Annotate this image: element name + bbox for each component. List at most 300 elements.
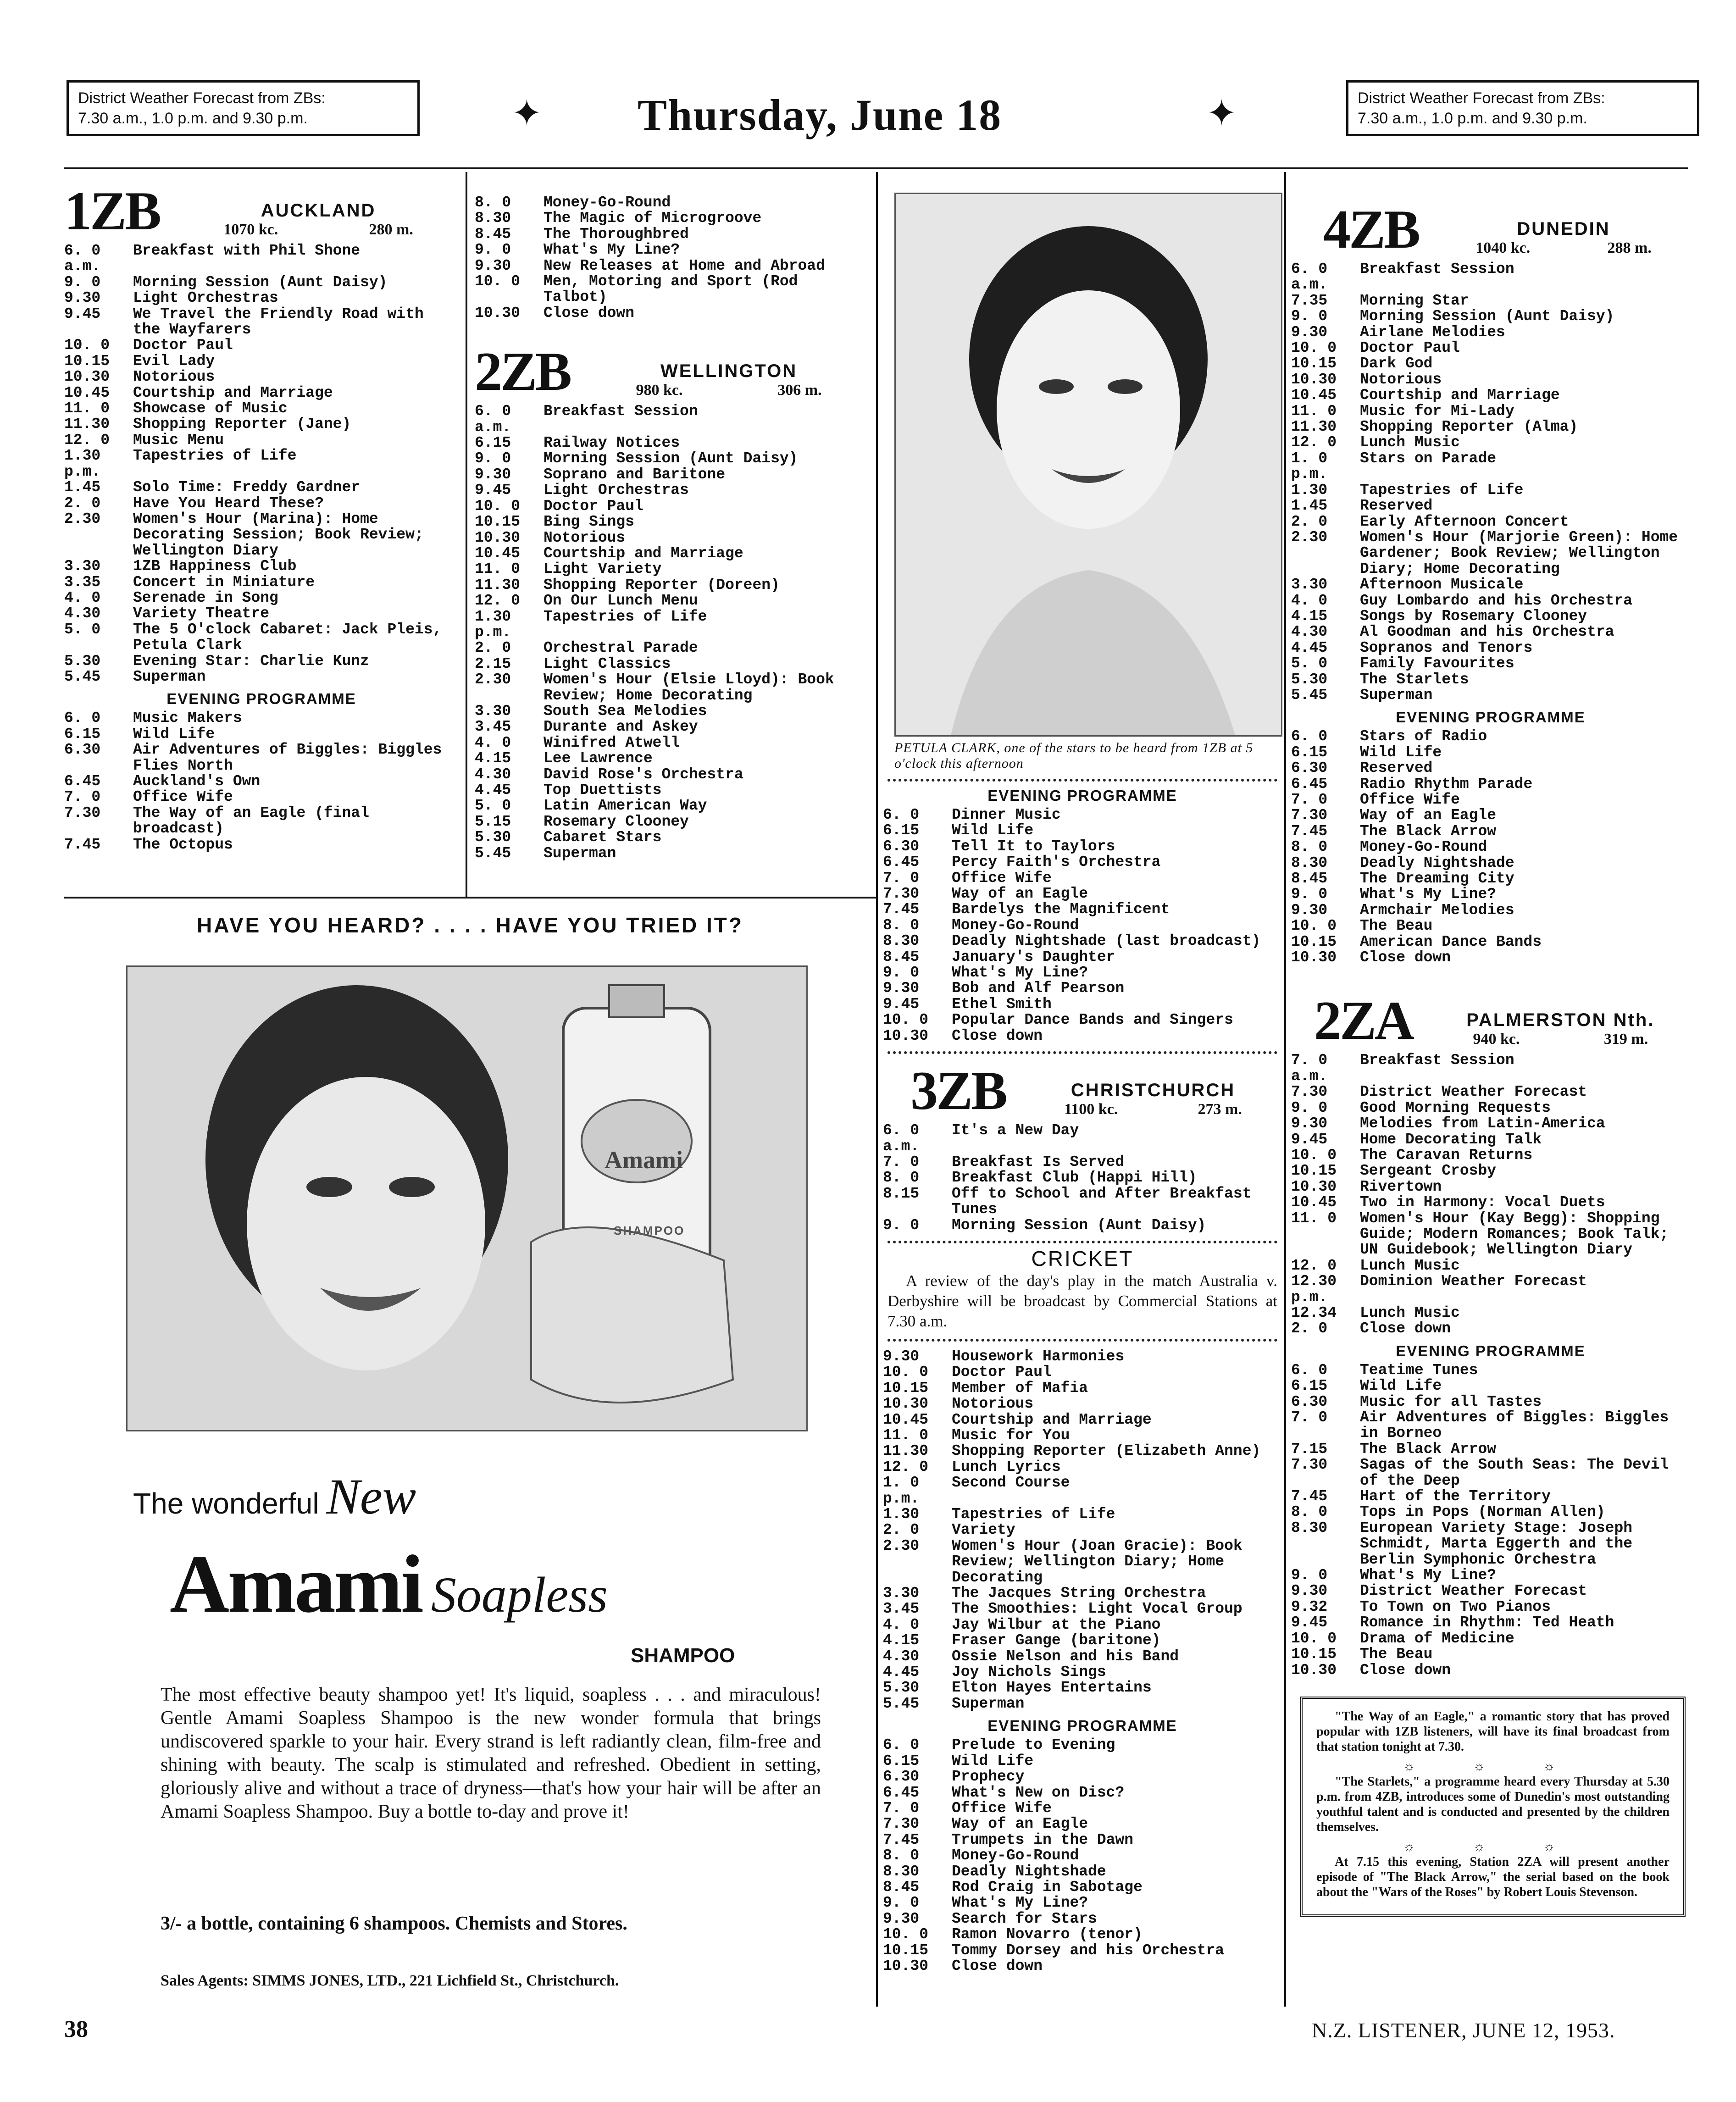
schedule-time: 4. 0 [883,1616,920,1633]
schedule-programme: Airlane Melodies [1360,323,1505,341]
schedule-programme: Money-Go-Round [952,916,1079,934]
schedule-time: 7.45 [883,1831,920,1848]
schedule-time: 6. 0 [883,806,920,823]
station-4zb [1323,199,1690,260]
schedule-programme: Superman [952,1695,1025,1712]
schedule-time: 6.30 [1291,1393,1328,1410]
ad-body-text: The most effective beauty shampoo yet! It's liquid, soapless . . . and miraculous! Gentle Amami Soapless Shampoo is the new wonder formula that brings undiscovered sparkle to your hair. Every strand is left radiantly clean, film-free and shining with beauty. The scalp is stimulated and refreshed. Obedient in setting, gloriously alive and without a trace of dryness—that's how your hair will be after an Amami Soapless Shampoo. Buy a bottle to-day and prove it! [161,1684,821,1822]
schedule-row [883,871,1282,886]
schedule-row [883,933,1282,949]
schedule-time: 2.30 [1291,528,1328,546]
schedule-programme: Bob and Alf Pearson [952,980,1125,997]
schedule-programme: Have You Heard These? [133,494,324,512]
schedule-programme: Light Variety [544,560,662,578]
schedule-row [1291,745,1690,760]
schedule-row [883,1154,1282,1170]
schedule-time: 7. 0 [1291,791,1328,808]
schedule-time: 7. 0 [64,788,101,806]
schedule-row [64,654,459,669]
schedule-programme: Music for all Tastes [1360,1393,1542,1410]
schedule-row [1291,776,1690,792]
schedule-programme: Way of an Eagle [952,1815,1088,1833]
schedule-programme: Wild Life [133,725,215,743]
schedule-programme: Close down [952,1957,1043,1974]
schedule-row [883,854,1282,870]
schedule-list [475,195,869,321]
schedule-programme: Close down [1360,1320,1451,1337]
schedule-row [64,338,459,353]
schedule-row [1291,514,1690,530]
schedule-programme: Deadly Nightshade (last broadcast) [952,932,1261,950]
schedule-time: 6.30 [883,837,920,855]
schedule-programme: Auckland's Own [133,773,261,790]
schedule-time: 11.30 [64,416,110,433]
schedule-programme: The Beau [1360,917,1433,935]
schedule-time: 5.30 [1291,671,1328,688]
schedule-programme: Housework Harmonies [952,1348,1125,1365]
schedule-time: 8.15 [883,1185,920,1202]
brand-name: Amami [170,1538,422,1630]
schedule-time: 10.30 [1291,949,1337,966]
schedule-time: 8.30 [883,1863,920,1880]
schedule-programme: Ossie Nelson and his Band [952,1647,1179,1665]
station-city: WELLINGTON [660,361,798,382]
station-1zb [64,180,459,853]
schedule-row [883,1443,1282,1459]
schedule-row [883,1428,1282,1443]
schedule-row [64,354,459,369]
schedule-time: 6.30 [64,741,101,759]
schedule-programme: Durante and Askey [544,718,698,736]
schedule-time: 10.30 [475,529,521,546]
schedule-time: 9.30 [475,257,511,274]
schedule-programme: Lunch Music [1360,1257,1460,1274]
schedule-time: 8. 0 [1291,838,1328,856]
petula-clark-photo [894,193,1282,737]
schedule-row [1291,1305,1690,1321]
schedule-time: 8. 0 [883,1169,920,1187]
schedule-time: 8.45 [475,225,511,243]
schedule-programme: The Way of an Eagle (final broadcast) [133,804,369,837]
schedule-row [475,561,869,577]
schedule-programme: Breakfast Club (Happi Hill) [952,1169,1197,1187]
schedule-time: 8. 0 [883,1847,920,1864]
schedule-time: 7.30 [883,885,920,903]
schedule-programme: Breakfast Is Served [952,1153,1125,1170]
schedule-programme: Light Orchestras [133,289,278,307]
schedule-programme: Notorious [133,368,215,386]
schedule-row [883,1801,1282,1816]
schedule-time: 11.30 [1291,418,1337,436]
schedule-programme: Rod Craig in Sabotage [952,1878,1143,1896]
schedule-time: 10.15 [1291,1162,1337,1180]
schedule-time: 9.45 [1291,1131,1328,1148]
schedule-row [1291,640,1690,656]
schedule-row [64,275,459,290]
schedule-programme: District Weather Forecast [1360,1083,1587,1101]
schedule-time: 9. 0 [475,450,511,467]
schedule-row [1291,309,1690,324]
schedule-time: 5.45 [1291,686,1328,704]
schedule-programme: The Black Arrow [1360,1440,1497,1458]
schedule-programme: Rosemary Clooney [544,813,689,830]
station-wavelength: 306 m. [777,382,822,399]
schedule-time: 1.45 [1291,497,1328,515]
schedule-time: 7.30 [1291,807,1328,824]
schedule-programme: Morning Session (Aunt Daisy) [1360,308,1614,325]
schedule-row [1291,824,1690,839]
schedule-row [475,719,869,735]
schedule-time: 6.15 [1291,743,1328,761]
schedule-row [64,433,459,448]
schedule-programme: Member of Mafia [952,1379,1088,1397]
schedule-programme: Women's Hour (Marjorie Green): Home Gardener; Book Review; Wellington Diary; Home Decorating [1360,528,1678,577]
schedule-time: 1.30 p.m. [64,447,101,480]
schedule-programme: Concert in Miniature [133,573,315,591]
schedule-programme: What's My Line? [1360,886,1497,903]
schedule-programme: Wild Life [1360,1377,1442,1395]
schedule-programme: Lee Lawrence [544,750,653,767]
schedule-time: 1.30 [1291,481,1328,499]
schedule-programme: Courtship and Marriage [133,384,333,401]
schedule-programme: Early Afternoon Concert [1360,513,1569,530]
schedule-time: 5.30 [475,829,511,846]
schedule-programme: Tapestries of Life [952,1506,1115,1523]
schedule-row [883,1680,1282,1696]
schedule-programme: Dominion Weather Forecast [1360,1273,1587,1290]
schedule-time: 12. 0 [475,592,521,610]
evening-programme-heading: EVENING PROGRAMME [166,690,356,708]
schedule-programme: What's My Line? [952,1894,1088,1912]
schedule-programme: Home Decorating Talk [1360,1131,1542,1148]
schedule-row [883,965,1282,981]
schedule-time: 8. 0 [1291,1503,1328,1521]
schedule-time: 3.30 [883,1585,920,1602]
schedule-row [1291,855,1690,871]
schedule-programme: Tapestries of Life [133,447,297,465]
schedule-programme: Music Menu [133,431,224,449]
schedule-time: 9. 0 [883,1894,920,1912]
schedule-row [64,511,459,559]
schedule-time: 10.45 [64,384,110,401]
schedule-time: 6.15 [1291,1377,1328,1395]
schedule-row [64,710,459,726]
schedule-time: 12.30 p.m. [1291,1273,1337,1306]
schedule-time: 12. 0 [1291,1257,1337,1274]
schedule-programme: Wild Life [952,1752,1034,1769]
schedule-time: 10.30 [475,304,521,322]
schedule-row [883,1475,1282,1507]
schedule-row [475,467,869,483]
column-rule [1284,172,1286,2007]
schedule-row [475,767,869,782]
schedule-row [64,669,459,685]
cricket-heading: CRICKET [1031,1246,1134,1270]
schedule-programme: Radio Rhythm Parade [1360,775,1533,793]
schedule-row [1291,934,1690,950]
schedule-row [1291,887,1690,902]
schedule-row [883,1412,1282,1428]
schedule-programme: Second Course [952,1474,1070,1492]
schedule-row [883,1785,1282,1801]
schedule-row [475,656,869,672]
schedule-time: 12. 0 [883,1458,929,1475]
schedule-time: 10.30 [883,1957,929,1974]
schedule-time: 1.30 [883,1506,920,1523]
schedule-programme: Doctor Paul [133,337,233,354]
schedule-programme: Ramon Novarro (tenor) [952,1926,1143,1943]
header-rule [64,167,1688,169]
station-frequency: 1040 kc. [1475,239,1531,256]
schedule-row [883,1186,1282,1218]
schedule-row [64,559,459,574]
schedule-programme: Prelude to Evening [952,1736,1115,1754]
schedule-time: 11. 0 [883,1426,929,1444]
schedule-time: 7. 0 [883,1153,920,1170]
schedule-row [883,1349,1282,1364]
column-4 [1291,199,1690,1917]
schedule-programme: Money-Go-Round [952,1847,1079,1864]
schedule-row [475,546,869,561]
schedule-programme: Romance in Rhythm: Ted Heath [1360,1614,1614,1631]
schedule-programme: Men, Motoring and Sport (Rod Talbot) [544,273,798,306]
schedule-row [475,735,869,751]
schedule-row [883,1832,1282,1848]
schedule-programme: Rivertown [1360,1178,1442,1195]
schedule-time: 10.45 [883,1411,929,1428]
schedule-programme: Guy Lombardo and his Orchestra [1360,592,1633,609]
station-wavelength: 273 m. [1198,1101,1242,1118]
schedule-row [475,451,869,466]
schedule-time: 5.45 [883,1695,920,1712]
schedule-programme: Reserved [1360,760,1433,777]
schedule-row [1291,356,1690,372]
schedule-programme: Variety [952,1521,1015,1539]
schedule-row [1291,372,1690,388]
schedule-programme: Air Adventures of Biggles: Biggles Flies North [133,741,442,774]
schedule-programme: January's Daughter [952,948,1115,965]
schedule-programme: Notorious [544,529,626,546]
schedule-row [883,1123,1282,1154]
schedule-programme: Percy Faith's Orchestra [952,854,1161,871]
schedule-programme: Sopranos and Tenors [1360,639,1533,656]
schedule-programme: Courtship and Marriage [952,1411,1152,1428]
section-rule [64,897,876,898]
schedule-time: 8.30 [883,932,920,950]
schedule-time: 10.15 [1291,1646,1337,1663]
schedule-programme: Office Wife [952,869,1052,887]
schedule-time: 10.15 [883,1379,929,1397]
schedule-programme: Tell It to Taylors [952,837,1115,855]
ad-photo [126,965,808,1431]
schedule-time: 8.45 [883,1878,920,1896]
schedule-row [1291,792,1690,808]
schedule-list [1291,261,1690,703]
star-ornament-left: ✦ [511,93,543,133]
schedule-row [475,751,869,766]
station-city: CHRISTCHURCH [1070,1080,1236,1101]
schedule-programme: Breakfast Session [544,403,698,420]
schedule-row [1291,871,1690,887]
schedule-time: 6. 0 a.m. [883,1122,920,1155]
weather-line: District Weather Forecast from ZBs: [78,89,326,107]
schedule-time: 9.45 [883,995,920,1013]
schedule-row [1291,808,1690,823]
schedule-row [1291,918,1690,934]
schedule-programme: Family Favourites [1360,655,1514,672]
schedule-row [883,1911,1282,1927]
column-rule [466,172,467,897]
schedule-programme: David Rose's Orchestra [544,765,743,783]
schedule-programme: Light Orchestras [544,482,689,499]
schedule-programme: To Town on Two Pianos [1360,1598,1551,1615]
schedule-row [1291,1394,1690,1410]
ad-sales-agents: Sales Agents: SIMMS JONES, LTD., 221 Lichfield St., Christchurch. [161,1972,619,1989]
schedule-row [883,949,1282,965]
schedule-list [64,243,459,685]
station-code: 3ZB [910,1060,1006,1121]
schedule-row [1291,577,1690,593]
schedule-row [64,774,459,789]
schedule-row [64,369,459,385]
amami-advertisement [64,904,876,2013]
schedule-time: 10.30 [64,368,110,386]
schedule-programme: The Jacques String Orchestra [952,1585,1206,1602]
schedule-programme: Songs by Rosemary Clooney [1360,607,1587,625]
schedule-time: 10.15 [883,1941,929,1959]
schedule-row [1291,1274,1690,1305]
schedule-time: 9. 0 [1291,1099,1328,1116]
station-city: AUCKLAND [261,200,376,221]
schedule-time: 5.15 [475,813,511,830]
schedule-programme: Two in Harmony: Vocal Duets [1360,1194,1605,1211]
schedule-row [883,981,1282,996]
evening-programme-heading: EVENING PROGRAMME [1396,1342,1586,1359]
schedule-time: 4.30 [64,605,101,622]
portrait-illustration [896,194,1281,735]
schedule-row [475,846,869,861]
schedule-row [1291,1520,1690,1568]
schedule-programme: Afternoon Musicale [1360,576,1524,593]
star-ornament-right: ✦ [1206,93,1237,133]
schedule-time: 6. 0 [883,1736,920,1754]
schedule-row [475,483,869,498]
schedule-row [883,1617,1282,1633]
schedule-row [64,480,459,495]
schedule-time: 12.34 [1291,1304,1337,1321]
schedule-time: 7.45 [64,836,101,853]
schedule-programme: Soprano and Baritone [544,466,726,483]
schedule-programme: Women's Hour (Marina): Home Decorating Session; Book Review; Wellington Diary [133,510,424,559]
schedule-time: 2. 0 [64,494,101,512]
schedule-programme: Close down [1360,1661,1451,1679]
schedule-time: 6.15 [883,1752,920,1769]
evening-programme-heading: EVENING PROGRAMME [987,787,1177,804]
schedule-time: 6.30 [1291,760,1328,777]
schedule-row [1291,1163,1690,1179]
schedule-time: 7. 0 a.m. [1291,1052,1328,1085]
schedule-time: 5. 0 [1291,655,1328,672]
schedule-row [883,1753,1282,1769]
page-number: 38 [64,2016,88,2042]
schedule-programme: Money-Go-Round [1360,838,1487,856]
schedule-time: 5. 0 [475,797,511,815]
schedule-time: 9.45 [64,305,101,322]
schedule-programme: Morning Star [1360,292,1469,309]
schedule-time: 11. 0 [475,560,521,578]
schedule-time: 12. 0 [64,431,110,449]
schedule-programme: Cabaret Stars [544,829,662,846]
schedule-time: 6.45 [64,773,101,790]
schedule-programme: Dark God [1360,355,1433,372]
station-frequency: 940 kc. [1473,1031,1520,1048]
schedule-programme: European Variety Stage: Joseph Schmidt, Marta Eggerth and the Berlin Symphonic Orchestra [1360,1519,1633,1568]
schedule-row [1291,1442,1690,1457]
schedule-row [475,798,869,814]
schedule-time: 4.30 [1291,623,1328,641]
schedule-time: 11.30 [883,1442,929,1460]
schedule-time: 11.30 [475,576,521,593]
schedule-row [883,1381,1282,1396]
schedule-row [1291,688,1690,703]
station-frequency: 980 kc. [636,382,683,399]
schedule-programme: The Black Arrow [1360,822,1497,840]
schedule-row [475,609,869,641]
schedule-row [883,1864,1282,1880]
soapless-script: Soapless [431,1567,608,1623]
schedule-programme: Breakfast with Phil Shone [133,242,361,259]
schedule-programme: We Travel the Friendly Road with the Wayfarers [133,305,424,338]
schedule-row [883,1816,1282,1832]
schedule-time: 9.30 [883,1910,920,1927]
schedule-time: 9.30 [1291,1582,1328,1600]
schedule-programme: Wild Life [952,822,1034,839]
schedule-row [475,435,869,451]
schedule-programme: The Dreaming City [1360,870,1514,887]
schedule-row [1291,451,1690,483]
schedule-row [1291,1211,1690,1258]
schedule-programme: Music for Mi-Lady [1360,402,1514,420]
schedule-programme: Women's Hour (Elsie Lloyd): Book Review; Home Decorating [544,671,834,704]
schedule-time: 7.15 [1291,1440,1328,1458]
ad-tagline [133,1468,416,1526]
weather-times: 7.30 a.m., 1.0 p.m. and 9.30 p.m. [1358,110,1587,127]
schedule-row [883,1459,1282,1475]
schedule-row [1291,498,1690,514]
schedule-row [1291,1195,1690,1210]
schedule-programme: Stars of Radio [1360,728,1487,745]
station-code: 4ZB [1323,199,1419,260]
schedule-time: 4.15 [475,750,511,767]
schedule-time: 9. 0 [1291,886,1328,903]
schedule-time: 4.45 [1291,639,1328,656]
schedule-programme: Close down [952,1027,1043,1044]
schedule-time: 7. 0 [883,869,920,887]
schedule-time: 7.30 [883,1815,920,1833]
schedule-time: 6. 0 [1291,1361,1328,1379]
ad-price: 3/- a bottle, containing 6 shampoos. Chemists and Stores. [161,1913,627,1934]
schedule-time: 10. 0 [475,273,521,290]
schedule-time: 5.30 [64,652,101,670]
schedule-time: 7.45 [883,901,920,918]
schedule-time: 9.45 [1291,1614,1328,1631]
schedule-programme: Lunch Lyrics [952,1458,1061,1475]
schedule-time: 11. 0 [1291,1209,1337,1227]
schedule-row [1291,1615,1690,1631]
schedule-row [883,1538,1282,1586]
schedule-time: 8. 0 [883,916,920,934]
schedule-time: 6.45 [883,854,920,871]
